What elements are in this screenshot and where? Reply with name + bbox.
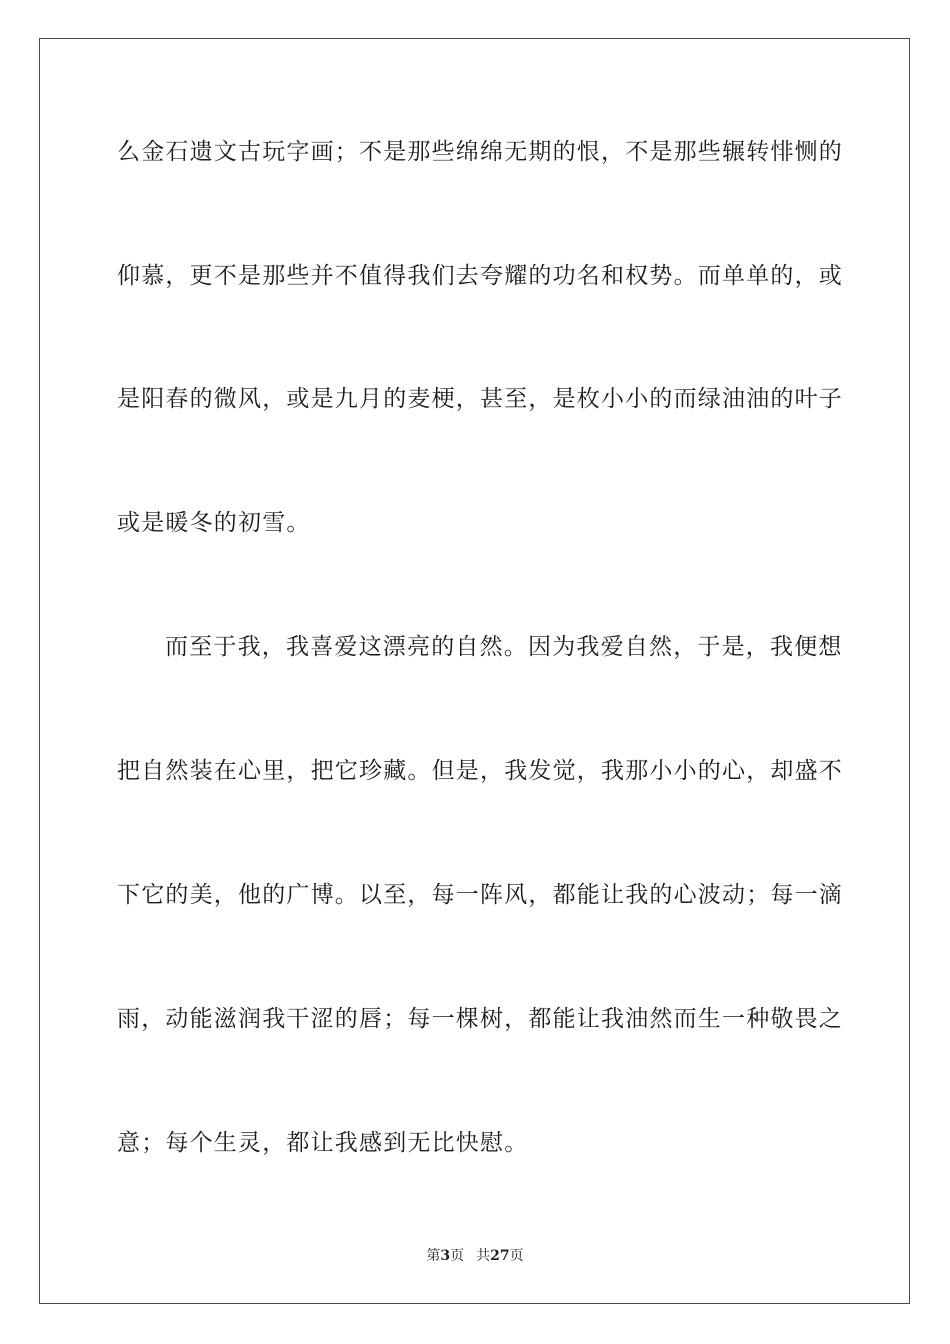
text-line-7: 下它的美，他的广博。以至，每一阵风，都能让我的心波动；每一滴 [117,882,843,908]
text-line-8: 雨，动能滋润我干涩的唇；每一棵树，都能让我油然而生一种敬畏之 [117,1006,843,1032]
page-footer [0,1246,950,1266]
page-current-number: 3 [440,1248,451,1264]
page-suffix: 页 [450,1248,465,1264]
total-prefix: 共 [476,1248,491,1264]
text-line-3: 是阳春的微风，或是九月的麦梗，甚至，是枚小小的而绿油油的叶子 [117,386,843,412]
page-border [39,38,910,1304]
page-prefix: 第 [426,1248,441,1264]
text-line-1: 么金石遗文古玩字画；不是那些绵绵无期的恨，不是那些辗转悱恻的 [117,139,843,165]
text-line-2: 仰慕，更不是那些并不值得我们去夸耀的功名和权势。而单单的，或 [117,263,843,289]
total-suffix: 页 [509,1248,524,1264]
text-line-9: 意；每个生灵，都让我感到无比快慰。 [117,1130,529,1156]
text-line-4: 或是暖冬的初雪。 [117,510,311,536]
text-line-6: 把自然装在心里，把它珍藏。但是，我发觉，我那小小的心，却盛不 [117,758,843,784]
page-total-number: 27 [490,1248,510,1264]
paragraph-first-line: 而至于我，我喜爱这漂亮的自然。因为我爱自然，于是，我便想 [165,634,843,660]
